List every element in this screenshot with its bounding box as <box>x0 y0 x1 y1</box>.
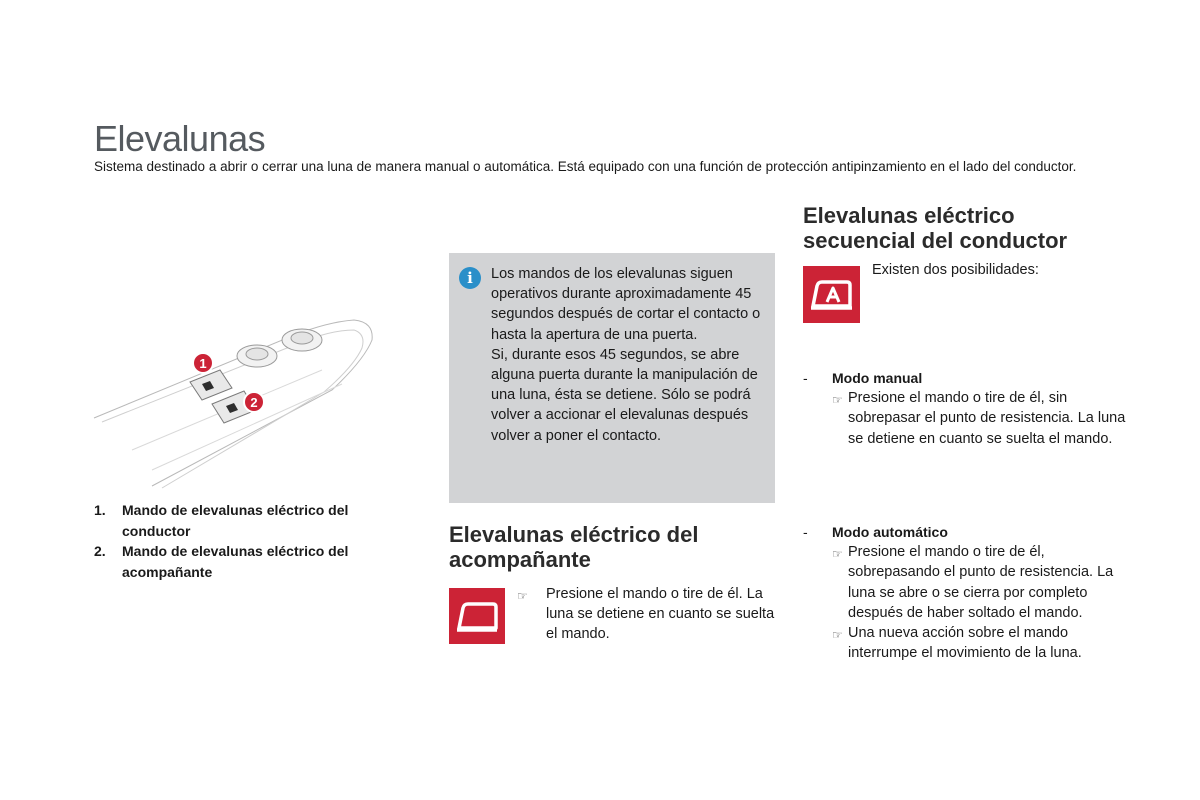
mode-step-text: Presione el mando o tire de él, sobrepasando el punto de resistencia. La luna se abre o se cierra por completo después de haber soltado el mando. <box>848 544 1114 621</box>
caption-number: 2. <box>94 543 106 559</box>
passenger-window-switch-icon <box>449 588 505 644</box>
illustration-captions <box>94 500 394 582</box>
mode-step <box>803 542 1133 623</box>
mode-title: Modo automático <box>832 524 948 540</box>
callout-1 <box>193 353 213 373</box>
page-title: Elevalunas <box>94 118 266 159</box>
door-switch-illustration <box>92 300 384 492</box>
info-icon: i <box>459 267 481 289</box>
caption-item <box>94 500 394 541</box>
dash-bullet: - <box>803 370 808 386</box>
svg-text:2: 2 <box>250 395 258 410</box>
passenger-step-text: Presione el mando o tire de él. La luna se detiene en cuanto se suelta el mando. <box>546 586 775 643</box>
info-paragraph: Los mandos de los elevalunas siguen operativos durante aproximadamente 45 segundos después de cortar el contacto o hasta la apertura de una puerta. <box>491 266 761 343</box>
pointing-hand-bullet-icon: ☞ <box>832 547 843 562</box>
caption-item <box>94 541 394 582</box>
mode-heading <box>803 522 1133 542</box>
caption-number: 1. <box>94 502 106 518</box>
info-paragraph: Si, durante esos 45 segundos, se abre alguna puerta durante la manipulación de una luna, ésta se detiene. Sólo se podrá volver a accionar el elevalunas después volver a poner el contacto. <box>491 346 758 444</box>
svg-text:1: 1 <box>199 356 207 371</box>
mode-manual <box>803 368 1133 449</box>
pointing-hand-bullet-icon: ☞ <box>832 393 843 408</box>
pointing-hand-bullet-icon: ☞ <box>517 589 528 603</box>
page-subtitle: Sistema destinado a abrir o cerrar una luna de manera manual o automática. Está equipado con una función de protección antipinzamiento en el lado del conductor. <box>94 159 1077 174</box>
caption-text: Mando de elevalunas eléctrico del conductor <box>122 502 349 539</box>
mode-step <box>803 388 1133 449</box>
mode-step-text: Presione el mando o tire de él, sin sobrepasar el punto de resistencia. La luna se detiene en cuanto se suelta el mando. <box>848 390 1126 447</box>
pointing-hand-bullet-icon: ☞ <box>832 628 843 643</box>
mode-heading <box>803 368 1133 388</box>
dash-bullet: - <box>803 524 808 540</box>
mode-step <box>803 623 1133 663</box>
driver-auto-window-switch-icon <box>803 266 860 323</box>
info-box <box>449 253 775 503</box>
mode-automatic <box>803 522 1133 663</box>
driver-heading: Elevalunas eléctrico secuencial del conductor <box>803 203 1068 253</box>
callout-2 <box>244 392 264 412</box>
info-text <box>491 264 763 446</box>
driver-intro: Existen dos posibilidades: <box>872 262 1039 278</box>
passenger-step <box>517 584 777 645</box>
mode-step-text: Una nueva acción sobre el mando interrumpe el movimiento de la luna. <box>848 625 1082 662</box>
mode-title: Modo manual <box>832 370 923 386</box>
passenger-heading: Elevalunas eléctrico del acompañante <box>449 522 699 572</box>
caption-text: Mando de elevalunas eléctrico del acompañante <box>122 543 349 580</box>
